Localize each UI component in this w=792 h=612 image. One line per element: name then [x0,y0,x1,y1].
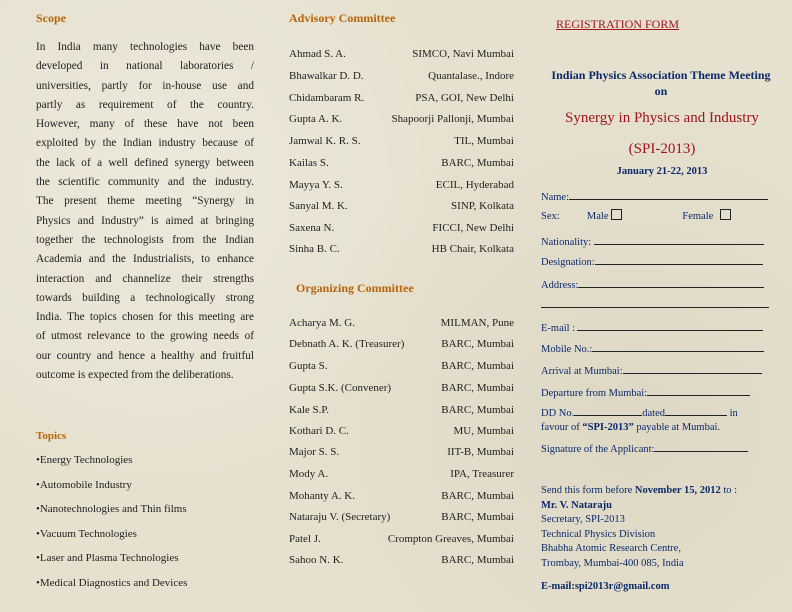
departure-field[interactable] [541,384,750,399]
address-blank-2[interactable] [541,296,769,308]
send-prefix: Send this form before [541,485,635,496]
email-label: E-mail : [541,323,576,334]
member-name: Sahoo N. K. [289,554,344,566]
member-affiliation: SIMCO, Navi Mumbai [412,48,514,60]
member-name: Sanyal M. K. [289,200,348,212]
member-name: Nataraju V. (Secretary) [289,511,391,523]
member-affiliation: TIL, Mumbai [454,135,514,147]
scope-paragraph [36,38,254,385]
dd-in-label: in [729,408,738,419]
organizing-committee-heading: Organizing Committee [296,281,414,295]
member-affiliation: PSA, GOI, New Delhi [415,92,514,104]
email-field[interactable] [541,319,763,334]
arrival-blank[interactable] [623,362,762,374]
meeting-acronym: (SPI-2013) [628,141,696,157]
member-name: Sinha B. C. [289,243,340,255]
signature-label: Signature of the Applicant: [541,444,655,455]
scope-line: interaction and channelize their strengths [36,272,254,285]
contact-organization: Bhabha Atomic Research Centre, [541,543,681,554]
mobile-label: Mobile No.: [541,344,593,355]
name-field[interactable] [541,188,768,203]
member-name: Major S. S. [289,446,340,458]
member-name: Jamwal K. R. S. [289,135,361,147]
member-affiliation: BARC, Mumbai [441,338,514,350]
departure-label: Departure from Mumbai: [541,388,648,399]
scope-line: of utmost relevance to the growing needs of [36,330,254,343]
topic-item: •Automobile Industry [36,479,132,491]
scope-line: However, many of these have not been [36,118,254,131]
member-affiliation: BARC, Mumbai [441,360,514,372]
member-name: Chidambaram R. [289,92,365,104]
dd-favour-suffix: payable at Mumbai. [633,422,721,433]
topic-item: •Laser and Plasma Technologies [36,552,179,564]
female-label: Female [682,211,714,222]
scope-line: exploited by the Indian industry because of [36,137,254,150]
member-affiliation: BARC, Mumbai [441,382,514,394]
member-affiliation: Crompton Greaves, Mumbai [387,533,514,545]
topics-heading: Topics [36,430,67,442]
topic-item: •Nanotechnologies and Thin films [36,503,187,515]
member-name: Mayya Y. S. [289,179,343,191]
scope-line: the lack of a well defined synergy between [36,156,254,169]
email-blank[interactable] [577,319,763,331]
female-checkbox[interactable] [720,209,731,220]
designation-field[interactable] [541,253,763,268]
sex-field [541,209,731,222]
contact-role: Secretary, SPI-2013 [541,514,625,525]
member-affiliation: HB Chair, Kolkata [431,243,514,255]
member-affiliation: BARC, Mumbai [441,404,514,416]
advisory-committee-heading: Advisory Committee [289,11,396,25]
member-name: Kale S.P. [289,404,330,416]
member-affiliation: ECIL, Hyderabad [435,179,514,191]
member-name: Patel J. [289,533,321,545]
member-name: Acharya M. G. [289,317,355,329]
scope-line: outcome is expected from the deliberations. [36,369,234,382]
nationality-blank[interactable] [594,233,764,245]
address-label: Address: [541,280,579,291]
member-affiliation: FICCI, New Delhi [432,222,514,234]
scope-line: universities, partly for in-house use and [36,79,254,92]
member-affiliation: BARC, Mumbai [441,490,514,502]
dd-date-blank[interactable] [665,404,727,416]
scope-line: developed in national laboratories / [36,60,254,73]
contact-email[interactable]: E-mail:spi2013r@gmail.com [541,581,670,592]
member-name: Mohanty A. K. [289,490,355,502]
designation-blank[interactable] [595,253,763,265]
member-affiliation: SINP, Kolkata [451,200,514,212]
member-affiliation: IPA, Treasurer [450,468,514,480]
arrival-field[interactable] [541,362,762,377]
name-blank[interactable] [569,188,768,200]
member-name: Kothari D. C. [289,425,349,437]
member-affiliation: Quantalase., Indore [428,70,514,82]
scope-line: Academia and the Industrialists, to enhance [36,253,254,266]
nationality-label: Nationality: [541,237,592,248]
topic-item: •Medical Diagnostics and Devices [36,577,188,589]
contact-city: Trombay, Mumbai-400 085, India [541,557,684,569]
departure-blank[interactable] [647,384,750,396]
dd-dated-label: dated [642,408,665,419]
dd-favour-prefix: favour of [541,422,583,433]
scope-line: India. The topics chosen for this meeting are [36,311,254,324]
topic-item: •Vacuum Technologies [36,528,137,540]
arrival-label: Arrival at Mumbai: [541,366,623,377]
member-name: Bhawalkar D. D. [289,70,364,82]
meeting-dates: January 21-22, 2013 [616,166,708,177]
scope-line: the scientific community and the industry. [36,176,254,189]
member-name: Mody A. [289,468,329,480]
scope-line: together the technologists from the Indian [36,233,254,246]
signature-field[interactable] [541,440,748,455]
scope-line: towards building a technologically strong [36,291,254,304]
designation-label: Designation: [541,257,595,268]
member-name: Ahmad S. A. [289,48,346,60]
contact-division: Technical Physics Division [541,528,656,540]
dd-number-blank[interactable] [574,404,642,416]
scope-line: The present theme meeting “Synergy in [36,195,254,208]
member-name: Kailas S. [289,157,329,169]
address-field[interactable] [541,276,764,291]
meeting-theme: Synergy in Physics and Industry [565,110,759,126]
member-affiliation: BARC, Mumbai [441,157,514,169]
address-line-2[interactable] [541,296,769,311]
mobile-blank[interactable] [592,340,764,352]
scope-heading: Scope [36,11,66,25]
scope-line: In India many technologies have been [36,41,254,53]
member-name: Gupta S.K. (Convener) [289,382,392,394]
dd-favour-name: “SPI-2013” [582,422,634,433]
member-affiliation: MILMAN, Pune [440,317,514,329]
registration-form-title: REGISTRATION FORM [556,17,680,31]
member-affiliation: BARC, Mumbai [441,554,514,566]
member-name: Gupta S. [289,360,328,372]
member-name: Gupta A. K. [289,113,343,125]
male-label: Male [586,211,609,222]
contact-name: Mr. V. Nataraju [541,499,612,511]
member-affiliation: MU, Mumbai [453,425,514,437]
member-affiliation: IIT-B, Mumbai [447,446,514,458]
address-blank[interactable] [578,276,764,288]
member-name: Debnath A. K. (Treasurer) [289,338,405,350]
topic-item: •Energy Technologies [36,454,133,466]
member-affiliation: BARC, Mumbai [441,511,514,523]
sex-label: Sex: [541,211,560,222]
scope-line: partly as requirement of the country. [36,98,254,111]
send-instructions [541,484,781,571]
send-suffix: to : [720,485,738,496]
send-deadline: November 15, 2012 [634,485,721,496]
signature-blank[interactable] [654,440,748,452]
member-name: Saxena N. [289,222,335,234]
scope-line: our country and hence a healthy and fruitful [36,349,254,362]
scope-line: Physics and Industry” is aimed at bringing [36,214,254,227]
name-label: Name: [541,192,569,203]
member-affiliation: Shapoorji Pallonji, Mumbai [391,113,514,125]
association-title: Indian Physics Association Theme Meeting on [551,68,771,98]
male-checkbox[interactable] [611,209,622,220]
dd-field [541,404,771,435]
send-deadline-line [541,484,781,499]
nationality-field[interactable] [541,233,764,248]
dd-number-label: DD No. [541,408,575,419]
mobile-field[interactable] [541,340,764,355]
